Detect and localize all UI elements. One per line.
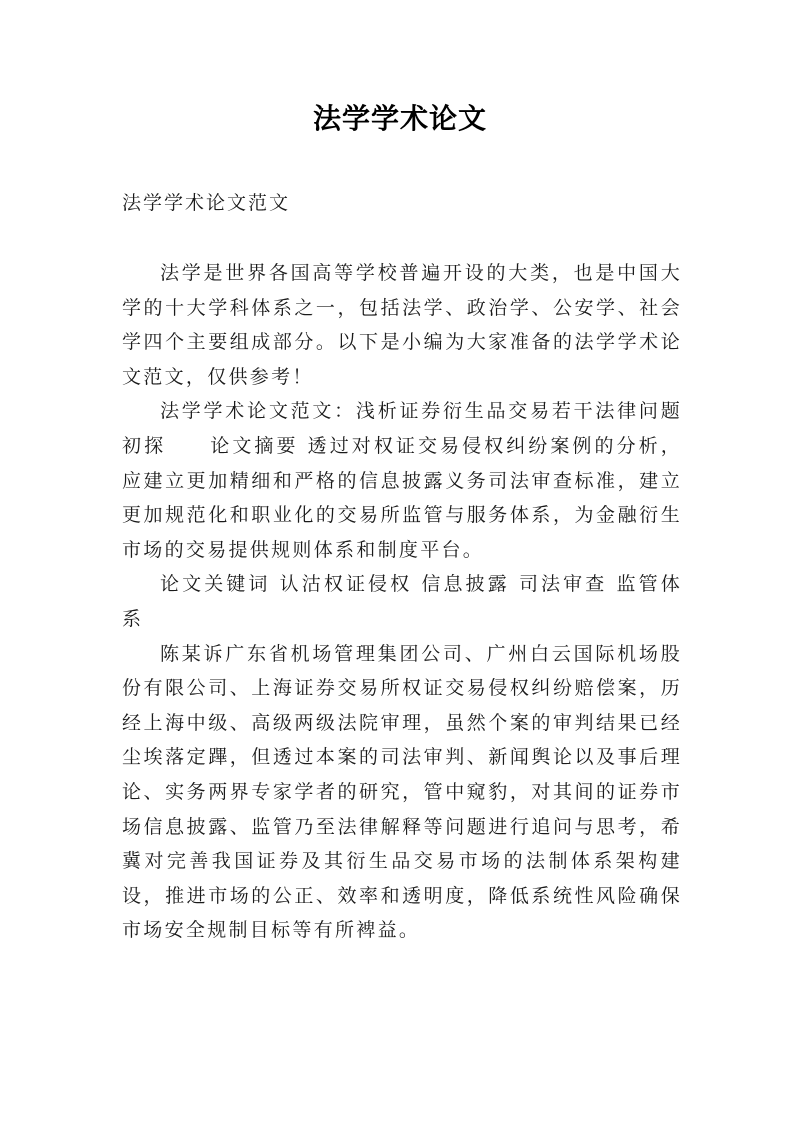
- paragraph-abstract: 法学学术论文范文：浅析证券衍生品交易若干法律问题初探 论文摘要 透过对权证交易侵权纠纷案例的分析，应建立更加精细和严格的信息披露义务司法审查标准，建立更加规范化和职业化的交易所监管与服务体系，为金融衍生市场的交易提供规则体系和制度平台。: [122, 400, 682, 561]
- paragraph-intro: 法学是世界各国高等学校普遍开设的大类，也是中国大学的十大学科体系之一，包括法学、政治学、公安学、社会学四个主要组成部分。以下是小编为大家准备的法学学术论文范文，仅供参考！: [122, 262, 682, 388]
- page-title: 法学学术论文: [312, 102, 487, 135]
- paragraph-keywords: 论文关键词 认沽权证侵权 信息披露 司法审查 监管体系: [122, 573, 682, 630]
- document-subtitle: 法学学术论文范文: [122, 192, 291, 214]
- paragraph-case: 陈某诉广东省机场管理集团公司、广州白云国际机场股份有限公司、上海证券交易所权证交易侵权纠纷赔偿案，历经上海中级、高级两级法院审理，虽然个案的审判结果已经尘埃落定蹕，但透过本案的司法审判、新闻舆论以及事后理论、实务两界专家学者的研究，管中窥豹，对其间的证券市场信息披露、监管乃至法律解释等问题进行追问与思考，希冀对完善我国证券及其衍生品交易市场的法制体系架构建设，推进市场的公正、效率和透明度，降低系统性风险确保市场安全规制目标等有所裨益。: [122, 642, 682, 942]
- document-body: [122, 256, 682, 948]
